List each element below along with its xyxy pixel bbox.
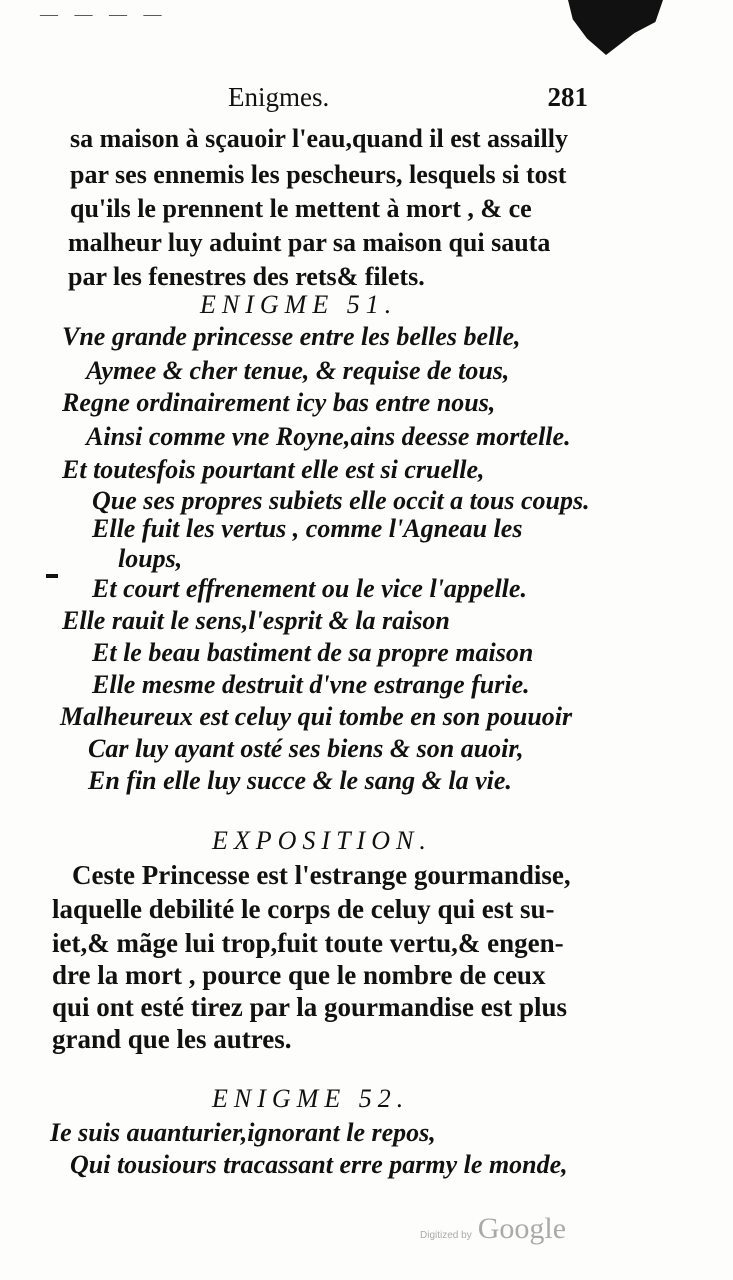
verse-line: Vne grande princesse entre les belles belle,	[62, 322, 521, 351]
verse-line: Elle fuit les vertus , comme l'Agneau les	[92, 514, 523, 543]
google-logo: Google	[477, 1212, 567, 1245]
text-line: iet,& mãge lui trop,fuit toute vertu,& engen-	[52, 928, 564, 958]
text-line: dre la mort , pource que le nombre de ceux	[52, 960, 546, 990]
text-line: par ses ennemis les pescheurs, lesquels si tost	[70, 160, 567, 189]
text-line: qui ont esté tirez par la gourmandise est plus	[52, 992, 568, 1022]
digitized-watermark	[420, 1212, 566, 1246]
text-line: qu'ils le prennent le mettent à mort , & ce	[70, 194, 532, 223]
verse-line: Ie suis auanturier,ignorant le repos,	[50, 1118, 436, 1147]
verse-line: Qui tousiours tracassant erre parmy le monde,	[70, 1150, 568, 1179]
running-header	[228, 82, 588, 113]
verse-line: Car luy ayant osté ses biens & son auoir,	[88, 734, 524, 763]
enigme-heading: ENIGME 52.	[212, 1084, 410, 1113]
verse-line: Regne ordinairement icy bas entre nous,	[62, 388, 496, 417]
text-line: par les fenestres des rets& filets.	[68, 262, 425, 291]
text-line: laquelle debilité le corps de celuy qui est su-	[52, 894, 555, 924]
text-line: malheur luy aduint par sa maison qui sauta	[68, 228, 551, 257]
top-marks: — — — —	[40, 4, 168, 24]
verse-line: Aymee & cher tenue, & requise de tous,	[86, 356, 510, 385]
text-line: sa maison à sçauoir l'eau,quand il est assailly	[70, 124, 568, 153]
text-line: Ceste Princesse est l'estrange gourmandise,	[72, 860, 571, 890]
enigme-heading: ENIGME 51.	[200, 290, 398, 319]
verse-line: Ainsi comme vne Royne,ains deesse mortelle.	[86, 422, 571, 451]
exposition-heading: EXPOSITION.	[212, 826, 432, 855]
verse-line: Et le beau bastiment de sa propre maison	[92, 638, 534, 667]
verse-line: Malheureux est celuy qui tombe en son pouuoir	[60, 702, 573, 731]
running-title: Enigmes.	[228, 82, 330, 112]
verse-line: Que ses propres subiets elle occit a tous coups.	[92, 486, 590, 515]
verse-line: Et toutesfois pourtant elle est si cruelle,	[62, 455, 485, 484]
margin-mark	[46, 574, 58, 578]
verse-line: Elle mesme destruit d'vne estrange furie.	[92, 670, 530, 699]
page-number: 281	[547, 82, 588, 112]
verse-line: Elle rauit le sens,l'esprit & la raison	[62, 606, 450, 635]
text-line: grand que les autres.	[52, 1024, 292, 1054]
verse-line: Et court effrenement ou le vice l'appelle.	[92, 574, 527, 603]
watermark-prefix: Digitized by	[420, 1230, 472, 1241]
verse-line: loups,	[118, 544, 183, 573]
verse-line: En fin elle luy succe & le sang & la vie.	[88, 766, 512, 795]
ink-stain	[568, 0, 663, 55]
